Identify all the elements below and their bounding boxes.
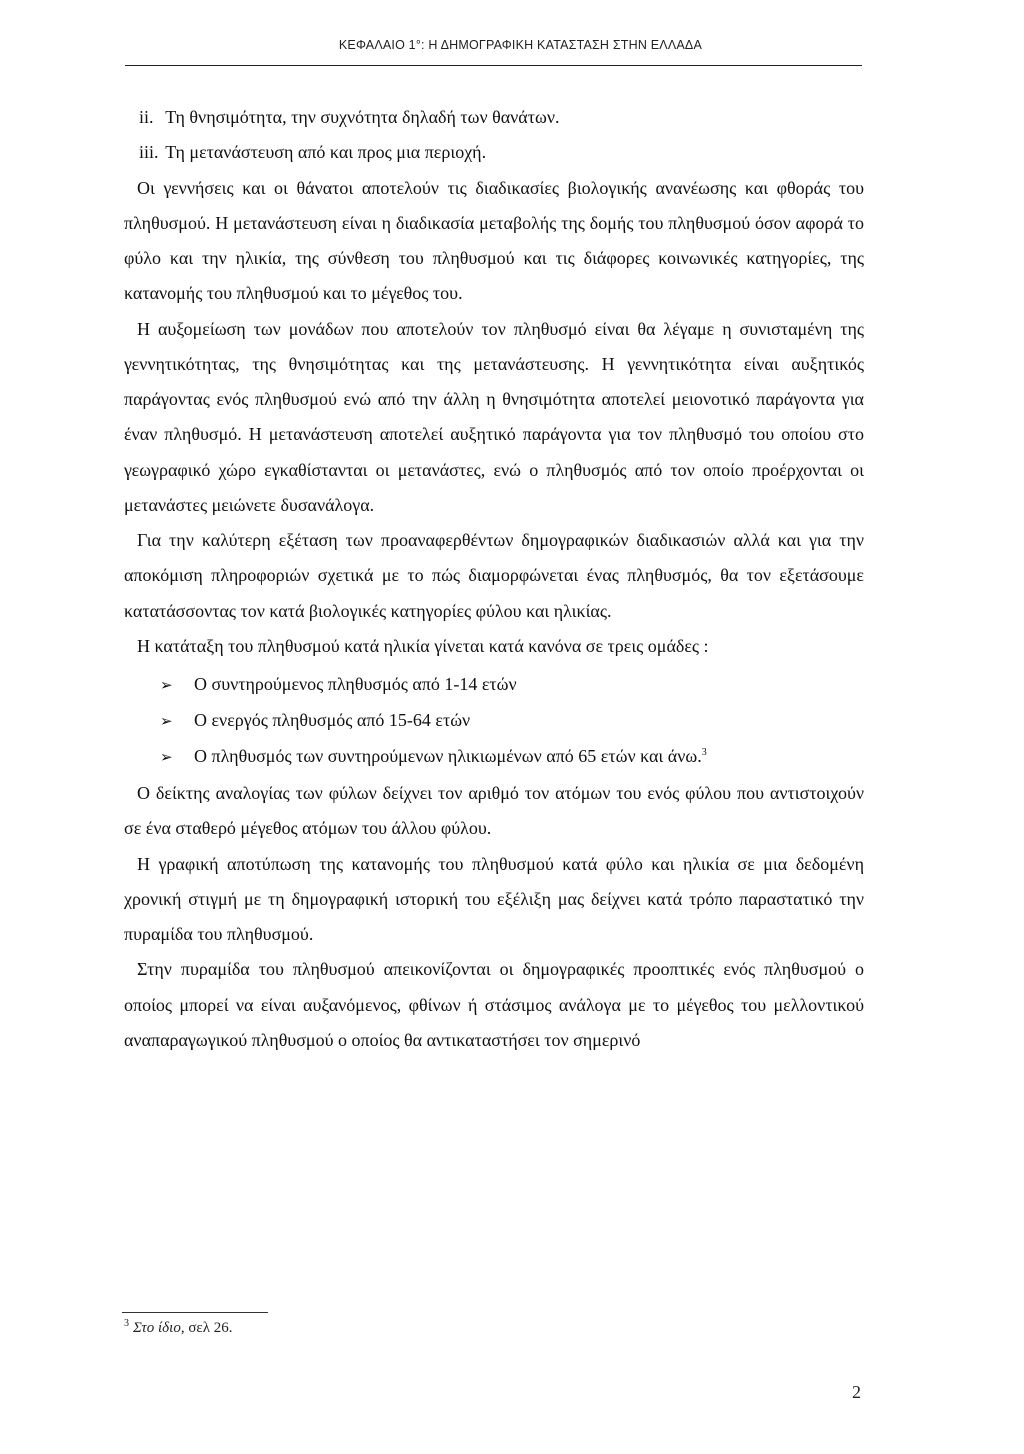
list-item-text: Τη μετανάστευση από και προς μια περιοχή. bbox=[165, 142, 487, 163]
age-group-list bbox=[124, 667, 864, 774]
list-item-number: ii. bbox=[139, 107, 154, 127]
arrow-bullet-icon: ➢ bbox=[160, 713, 173, 730]
list-item bbox=[124, 135, 864, 170]
footnote-source: Στο ίδιο bbox=[133, 1320, 181, 1336]
list-item bbox=[160, 703, 864, 739]
page-number: 2 bbox=[852, 1382, 861, 1402]
arrow-bullet-icon: ➢ bbox=[160, 678, 173, 695]
list-item-text: Ο συντηρούμενος πληθυσμός από 1-14 ετών bbox=[194, 674, 517, 695]
running-header: ΚΕΦΑΛΑΙΟ 1°: Η ΔΗΜΟΓΡΑΦΙΚΗ ΚΑΤΑΣΤΑΣΗ ΣΤΗΝ ΕΛΛΑΔΑ bbox=[338, 38, 702, 52]
footnote bbox=[124, 1320, 233, 1337]
paragraph: Για την καλύτερη εξέταση των προαναφερθέντων δημογραφικών διαδικασιών αλλά και για την αποκόμιση πληροφοριών σχετικά με το πώς διαμορφώνεται ένας πληθυσμός, θα τον εξετάσουμε κατατάσσοντας τον κατά βιολογικές κατηγορίες φύλου και ηλικίας. bbox=[124, 530, 864, 621]
footnote-page: , σελ 26. bbox=[180, 1320, 233, 1336]
list-item-number: iii. bbox=[139, 142, 159, 163]
footnote-rule bbox=[122, 1312, 268, 1313]
footnote-reference[interactable]: 3 bbox=[701, 746, 707, 758]
paragraph: Ο δείκτης αναλογίας των φύλων δείχνει τον αριθμό τον ατόμων του ενός φύλου που αντιστοιχούν σε ένα σταθερό μέγεθος ατόμων του άλλου φύλου. bbox=[124, 783, 864, 839]
body-text bbox=[124, 100, 864, 1058]
list-item bbox=[160, 667, 864, 703]
paragraph: Η αυξομείωση των μονάδων που αποτελούν τον πληθυσμό είναι θα λέγαμε η συνισταμένη της γεννητικότητας, της θνησιμότητας και της μετανάστευσης. Η γεννητικότητα είναι αυξητικός παράγοντας ενός πληθυσμού ενώ από την άλλη η θνησιμότητα αποτελεί μειονοτικό παράγοντα για έναν πληθυσμό. Η μετανάστευση αποτελεί αυξητικό παράγοντα για τον πληθυσμό του οποίου στο γεωγραφικό χώρο εγκαθίστανται οι μετανάστες, ενώ ο πληθυσμός από τον οποίο προέρχονται οι μετανάστες μειώνετε δυσανάλογα. bbox=[124, 318, 864, 515]
list-item bbox=[124, 100, 864, 135]
paragraph: Η γραφική αποτύπωση της κατανομής του πληθυσμού κατά φύλο και ηλικία σε μια δεδομένη χρονική στιγμή με τη δημογραφική ιστορική του εξέλιξη μας δείχνει κατά τρόπο παραστατικό την πυραμίδα του πληθυσμού. bbox=[124, 853, 864, 945]
list-item-text: Τη θνησιμότητα, την συχνότητα δηλαδή των θανάτων. bbox=[165, 107, 560, 127]
paragraph: Η κατάταξη του πληθυσμού κατά ηλικία γίνεται κατά κανόνα σε τρεις ομάδες : bbox=[137, 635, 709, 656]
arrow-bullet-icon: ➢ bbox=[160, 749, 173, 766]
footnote-number: 3 bbox=[124, 1318, 129, 1329]
paragraph: Οι γεννήσεις και οι θάνατοι αποτελούν τις διαδικασίες βιολογικής ανανέωσης και φθοράς του πληθυσμού. Η μετανάστευση είναι η διαδικασία μεταβολής της δομής του πληθυσμού όσον αφορά το φύλο και την ηλικία, της σύνθεση του πληθυσμού και τις διάφορες κοινωνικές κατηγορίες, της κατανομής του πληθυσμού και το μέγεθος του. bbox=[124, 177, 864, 304]
list-item-text-main: Ο πληθυσμός των συντηρούμενων ηλικιωμένων από 65 ετών και άνω. bbox=[194, 745, 702, 766]
list-item bbox=[160, 739, 864, 775]
paragraph: Στην πυραμίδα του πληθυσμού απεικονίζονται οι δημογραφικές προοπτικές ενός πληθυσμού ο οποίος μπορεί να είναι αυξανόμενος, φθίνων ή στάσιμος ανάλογα με το μέγεθος του μελλοντικού αναπαραγωγικού πληθυσμού ο οποίος θα αντικαταστήσει τον σημερινό bbox=[124, 959, 864, 1050]
list-item-text bbox=[194, 739, 707, 775]
list-item-text: Ο ενεργός πληθυσμός από 15-64 ετών bbox=[194, 709, 471, 730]
header-rule bbox=[125, 65, 862, 66]
